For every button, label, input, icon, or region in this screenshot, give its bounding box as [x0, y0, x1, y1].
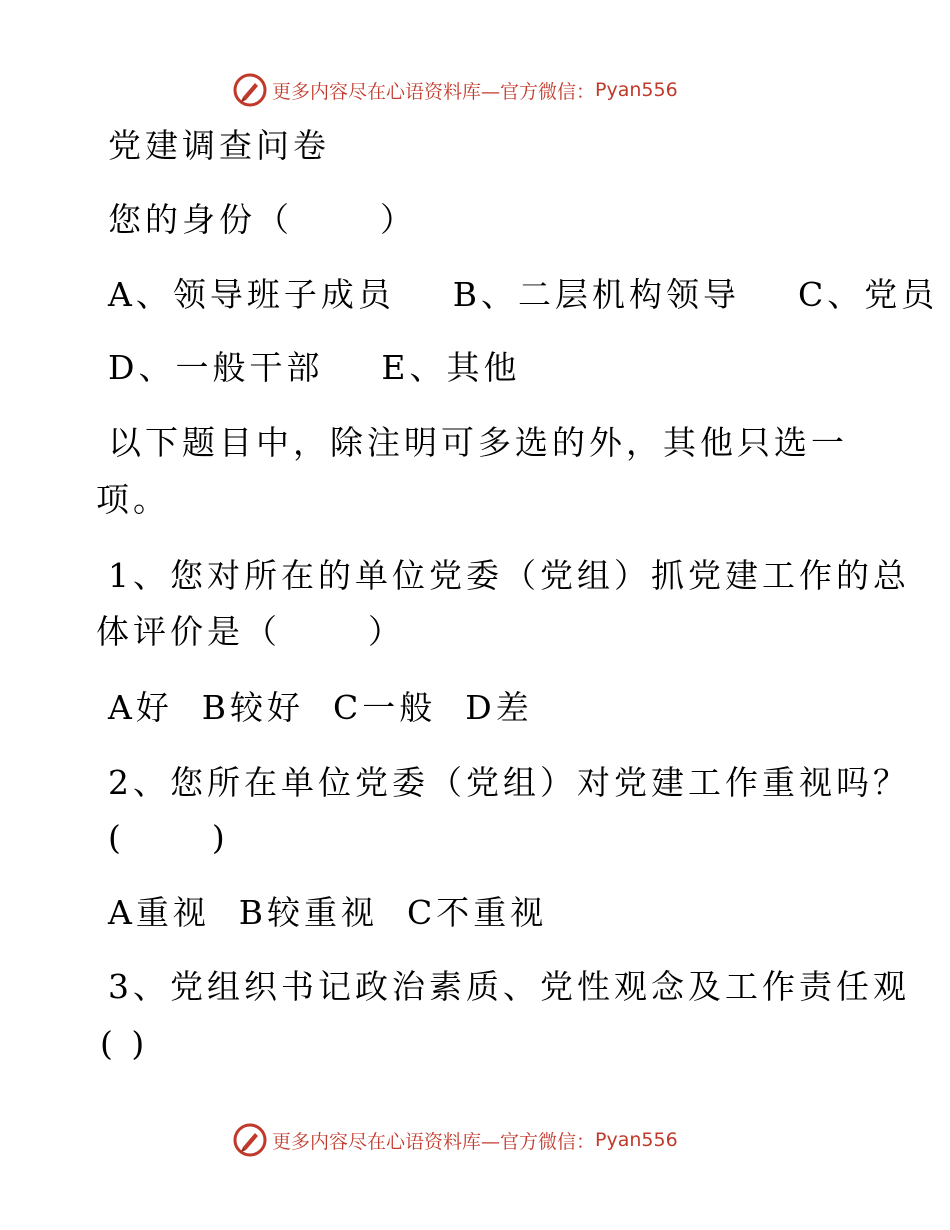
question-1-continued: 体评价是（ ） [96, 612, 405, 651]
document-title: 党建调查问卷 [108, 126, 330, 165]
watermark-banner-bottom [232, 1120, 678, 1160]
question-2-continued: ( ) [108, 818, 229, 857]
question-1-options: A好 B较好 C一般 D差 [108, 688, 533, 727]
question-1: 1、您对所在的单位党委（党组）抓党建工作的总 [108, 556, 910, 595]
question-identity: 您的身份（ ） [108, 200, 417, 239]
question-3-continued: ( ) [100, 1024, 149, 1063]
watermark-banner-top [232, 70, 678, 110]
watermark-text: 更多内容尽在心语资料库—官方微信： [272, 80, 596, 103]
question-2-options: A重视 B较重视 C不重视 [108, 893, 548, 932]
identity-options-line-2: D、一般干部 E、其他 [108, 348, 521, 387]
instruction-text-continued: 项。 [96, 480, 170, 519]
watermark-text: 更多内容尽在心语资料库—官方微信： [272, 1130, 596, 1153]
pen-logo-icon [232, 1122, 268, 1158]
identity-options-line-1: A、领导班子成员 B、二层机构领导 C、党员 [108, 275, 939, 314]
watermark-wechat-id: Pyan556 [595, 79, 678, 101]
instruction-text: 以下题目中，除注明可多选的外，其他只选一 [108, 423, 848, 462]
watermark-wechat-id: Pyan556 [595, 1129, 678, 1151]
question-3: 3、党组织书记政治素质、党性观念及工作责任观 [108, 967, 910, 1006]
pen-logo-icon [232, 72, 268, 108]
question-2: 2、您所在单位党委（党组）对党建工作重视吗？ [108, 763, 910, 802]
